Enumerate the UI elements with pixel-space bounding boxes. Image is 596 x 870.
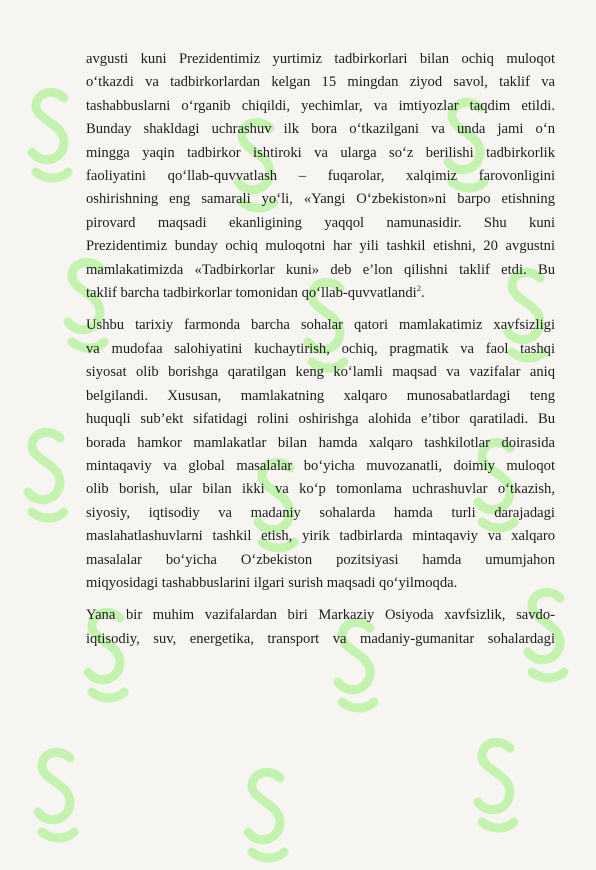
text-line: huquqli sub’ekt sifatidagi rolini oshirishga alohida e’tibor qaratiladi. Bu — [86, 411, 555, 428]
text-line: pirovard maqsadi ekanligining yaqqol namunasidir. Shu kuni — [86, 214, 555, 231]
text-line: borada hamkor mamlakatlar bilan hamda xalqaro tashkilotlar doirasida — [86, 434, 555, 451]
watermark-icon — [30, 740, 84, 850]
text-line: faoliyatini qo‘llab-quvvatlash – fuqarolar, xalqimiz farovonligini — [86, 168, 555, 185]
text-line: maslahatlashuvlarni tashkil etish, yirik tadbirlarda mintaqaviy va xalqaro — [86, 528, 555, 545]
text-line: o‘tkazdi va tadbirkorlardan kelgan 15 mingdan ziyod savol, taklif va — [86, 74, 555, 91]
text-line: olib borish, ular bilan ikki va ko‘p tomonlama uchrashuvlar o‘tkazish, — [86, 481, 555, 498]
text-line: mingga yaqin tadbirkor ishtiroki va ularga so‘z berilishi tadbirkorlik — [86, 144, 555, 161]
watermark-icon — [20, 420, 74, 530]
text-line: iqtisodiy, suv, energetika, transport va madaniy-gumanitar sohalardagi — [86, 630, 555, 647]
text-line: miqyosidagi tashabbuslarini ilgari surish maqsadi qo‘yilmoqda. — [86, 574, 458, 591]
footnote-reference[interactable]: 2 — [416, 283, 421, 294]
text-line: mintaqaviy va global masalalar bo‘yicha muvozanatli, doimiy muloqot — [86, 457, 555, 474]
text-line: tashabbuslarni o‘rganib chiqildi, yechimlar, va imtiyozlar taqdim etildi. — [86, 97, 555, 114]
text-line: Ushbu tarixiy farmonda barcha sohalar qatori mamlakatimiz xavfsizligi — [86, 317, 555, 334]
text-line: taklif barcha tadbirkorlar tomonidan qo‘llab-quvvatlandi$^2$. — [86, 283, 425, 302]
paragraph — [86, 314, 555, 595]
text-line: belgilandi. Xususan, mamlakatning xalqaro munosabatlardagi teng — [86, 387, 555, 404]
text-line: Prezidentimiz bunday ochiq muloqotni har yili tashkil etishni, 20 avgustni — [86, 238, 555, 255]
text-line: masalalar bo‘yicha O‘zbekiston pozitsiyasi hamda umumjahon — [86, 551, 555, 568]
end-punctuation: . — [420, 285, 425, 302]
watermark-icon — [240, 760, 294, 870]
watermark-icon — [24, 80, 78, 190]
text-line: siyosat olib borishga qaratilgan keng ko‘lamli maqsad va vazifalar aniq — [86, 364, 555, 381]
paragraph — [86, 604, 555, 651]
text-line: va mudofaa salohiyatini kuchaytirish, ochiq, pragmatik va faol tashqi — [86, 340, 555, 357]
text-line: mamlakatimizda «Tadbirkorlar kuni» deb e’lon qilishni taklif etdi. Bu — [86, 261, 555, 278]
text-line: siyosiy, iqtisodiy va madaniy sohalarda hamda turli darajadagi — [86, 504, 555, 521]
paragraph — [86, 48, 555, 305]
text-line: Yana bir muhim vazifalardan biri Markaziy Osiyoda xavfsizlik, savdo- — [86, 607, 555, 624]
document-body — [86, 48, 555, 651]
watermark-icon — [470, 730, 524, 840]
text-line: oshirishning eng samarali yo‘li, «Yangi O‘zbekiston»ni barpo etishning — [86, 191, 555, 208]
text-line: avgusti kuni Prezidentimiz yurtimiz tadbirkorlari bilan ochiq muloqot — [86, 51, 555, 67]
text-line: Bunday shakldagi uchrashuv ilk bora o‘tkazilgani va unda jami o‘n — [86, 121, 555, 138]
